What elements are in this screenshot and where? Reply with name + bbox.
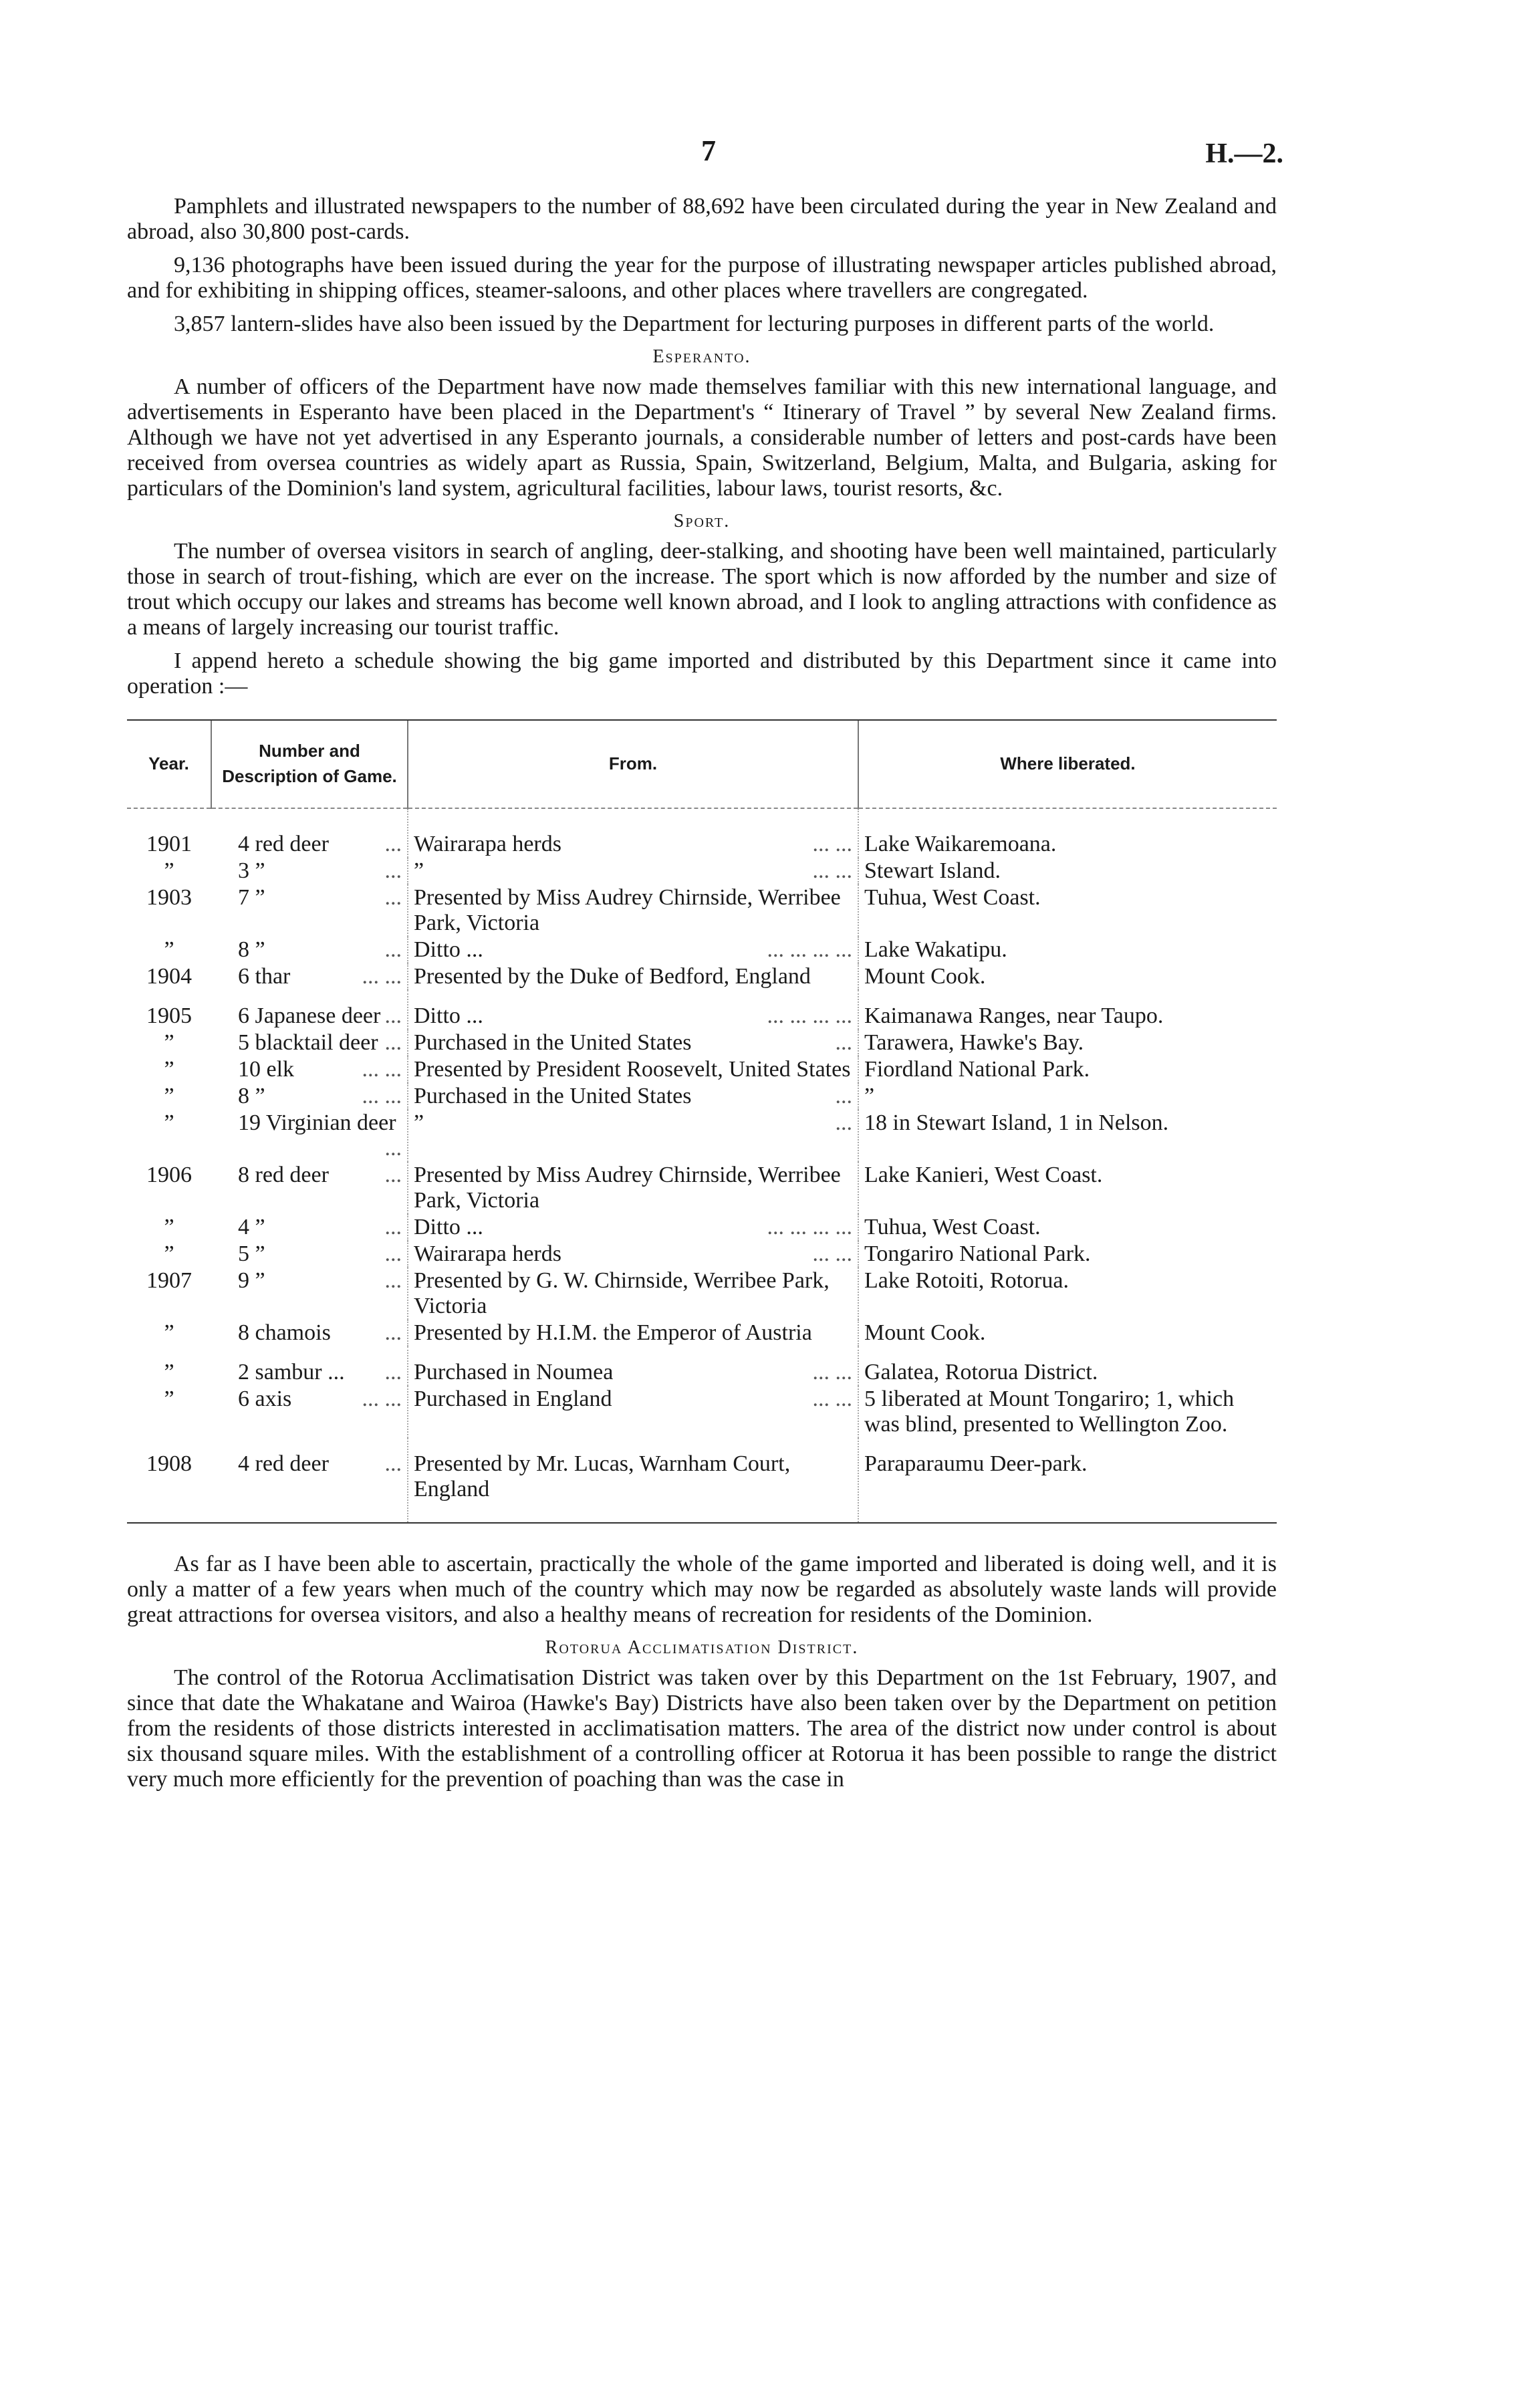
leader-dots: ... ... xyxy=(362,964,402,989)
cell-from xyxy=(408,1241,858,1268)
cell-from xyxy=(408,1386,858,1438)
leader-dots: ... ... xyxy=(812,858,852,883)
leader-dots: ... ... xyxy=(362,1387,402,1411)
from-text: Presented by Mr. Lucas, Warnham Court, England xyxy=(414,1451,791,1501)
cell-where-liberated: 18 in Stewart Island, 1 in Nelson. xyxy=(858,1110,1277,1162)
table-row xyxy=(127,1214,1277,1241)
cell-from xyxy=(408,937,858,963)
cell-where-liberated: Lake Waikaremoana. xyxy=(858,808,1277,858)
cell-year: ” xyxy=(164,1110,174,1135)
game-text: 8 ” xyxy=(238,937,265,962)
game-text: 10 elk xyxy=(238,1057,295,1082)
cell-where-liberated: Tarawera, Hawke's Bay. xyxy=(858,1030,1277,1056)
table-row xyxy=(127,1241,1277,1268)
cell-year: 1906 xyxy=(146,1163,192,1187)
cell-year: ” xyxy=(164,1084,174,1108)
cell-game xyxy=(211,990,408,1030)
table-row xyxy=(127,963,1277,990)
table-row xyxy=(127,1056,1277,1083)
cell-year: ” xyxy=(164,1387,174,1411)
game-text: 6 axis xyxy=(238,1387,292,1411)
table-row xyxy=(127,1268,1277,1320)
game-text: 8 red deer xyxy=(238,1163,329,1187)
from-text: Presented by the Duke of Bedford, England xyxy=(414,964,811,989)
game-text: 8 ” xyxy=(238,1084,265,1108)
cell-game xyxy=(211,1386,408,1438)
header-from: From. xyxy=(408,720,858,808)
cell-year: ” xyxy=(164,1360,174,1384)
cell-game xyxy=(211,1083,408,1110)
cell-year: ” xyxy=(164,1241,174,1266)
leader-dots: ... xyxy=(384,1136,402,1161)
leader-dots: ... xyxy=(384,1003,402,1028)
cell-where-liberated: Stewart Island. xyxy=(858,858,1277,884)
leader-dots: ... xyxy=(384,1030,402,1055)
leader-dots: ... xyxy=(835,1030,852,1055)
table-row xyxy=(127,1386,1277,1438)
leader-dots: ... xyxy=(835,1110,852,1135)
paragraph-lantern-slides: 3,857 lantern-slides have also been issued by the Department for lecturing purposes in different parts of the world. xyxy=(174,312,1215,336)
cell-year: 1908 xyxy=(146,1451,192,1476)
from-text: Purchased in England xyxy=(414,1387,612,1411)
table-row xyxy=(127,1083,1277,1110)
game-text: 6 Japanese deer xyxy=(238,1003,381,1028)
cell-game xyxy=(211,1241,408,1268)
from-text: Presented by H.I.M. the Emperor of Austria xyxy=(414,1320,812,1345)
header-number-description: Number and Description of Game. xyxy=(211,720,408,808)
leader-dots: ... xyxy=(384,1268,402,1293)
table-row xyxy=(127,937,1277,963)
leader-dots: ... xyxy=(384,832,402,856)
cell-year: ” xyxy=(164,858,174,883)
leader-dots: ... ... ... ... xyxy=(767,1215,852,1239)
cell-game xyxy=(211,1056,408,1083)
leader-dots: ... ... xyxy=(362,1057,402,1082)
leader-dots: ... ... ... ... xyxy=(767,1003,852,1028)
header-year: Year. xyxy=(127,720,211,808)
cell-game xyxy=(211,1268,408,1320)
cell-where-liberated: Tongariro National Park. xyxy=(858,1241,1277,1268)
document-reference: H.—2. xyxy=(1205,138,1283,169)
paragraph-schedule-intro: I append hereto a schedule showing the big game imported and distributed by this Department since it came into operation :— xyxy=(127,648,1277,699)
leader-dots: ... xyxy=(384,1320,402,1345)
cell-from xyxy=(408,990,858,1030)
from-text: Purchased in Noumea xyxy=(414,1360,614,1384)
leader-dots: ... xyxy=(384,1215,402,1239)
cell-game xyxy=(211,1110,408,1162)
cell-from xyxy=(408,808,858,858)
from-text: Presented by President Roosevelt, United States xyxy=(414,1057,851,1082)
from-text: ” xyxy=(414,858,424,883)
cell-year: 1904 xyxy=(146,964,192,989)
game-text: 2 sambur ... xyxy=(238,1360,345,1384)
cell-from xyxy=(408,1214,858,1241)
cell-from xyxy=(408,963,858,990)
paragraph-esperanto: A number of officers of the Department have now made themselves familiar with this new international language, and advertisements in Esperanto have been placed in the Department's “ Itinerary of Travel ” by several New Zealand firms. Although we have not yet advertised in any Esperanto journals, a considerable number of letters and post-cards have been received from oversea countries as widely apart as Russia, Spain, Switzerland, Belgium, Malta, and Bulgaria, asking for particulars of the Dominion's land system, agricultural facilities, labour laws, tourist resorts, &c. xyxy=(127,374,1277,501)
from-text: Wairarapa herds xyxy=(414,832,561,856)
from-text: Wairarapa herds xyxy=(414,1241,561,1266)
cell-from xyxy=(408,1110,858,1162)
table-body xyxy=(127,808,1277,1523)
cell-where-liberated: Tuhua, West Coast. xyxy=(858,1214,1277,1241)
cell-from xyxy=(408,884,858,937)
table-row xyxy=(127,1110,1277,1162)
cell-where-liberated: Mount Cook. xyxy=(858,1320,1277,1346)
cell-from xyxy=(408,1320,858,1346)
leader-dots: ... xyxy=(384,1163,402,1187)
table-header-row xyxy=(127,720,1277,808)
leader-dots: ... xyxy=(384,937,402,962)
leader-dots: ... xyxy=(384,858,402,883)
leader-dots: ... xyxy=(384,1360,402,1384)
cell-year: ” xyxy=(164,1320,174,1345)
cell-where-liberated: Lake Wakatipu. xyxy=(858,937,1277,963)
cell-game xyxy=(211,1346,408,1386)
leader-dots: ... ... xyxy=(812,1241,852,1266)
from-text: Ditto ... xyxy=(414,1003,483,1028)
cell-from xyxy=(408,1346,858,1386)
cell-year: 1905 xyxy=(146,1003,192,1028)
from-text: Purchased in the United States xyxy=(414,1030,692,1055)
leader-dots: ... ... xyxy=(362,1084,402,1108)
game-text: 8 chamois xyxy=(238,1320,331,1345)
page-number: 7 xyxy=(701,134,716,167)
from-text: Ditto ... xyxy=(414,937,483,962)
cell-game xyxy=(211,963,408,990)
leader-dots: ... xyxy=(384,1451,402,1476)
cell-year: ” xyxy=(164,1215,174,1239)
cell-where-liberated: ” xyxy=(858,1083,1277,1110)
cell-year: ” xyxy=(164,937,174,962)
document-page xyxy=(127,134,1283,1800)
paragraph-pamphlets: Pamphlets and illustrated newspapers to the number of 88,692 have been circulated during the year in New Zealand and abroad, also 30,800 post-cards. xyxy=(127,194,1277,244)
cell-where-liberated: Mount Cook. xyxy=(858,963,1277,990)
header-where-liberated: Where liberated. xyxy=(858,720,1277,808)
cell-from xyxy=(408,858,858,884)
game-text: 4 ” xyxy=(238,1215,265,1239)
game-text: 4 red deer xyxy=(238,832,329,856)
cell-year: ” xyxy=(164,1030,174,1055)
game-text: 5 blacktail deer xyxy=(238,1030,378,1055)
game-text: 19 Virginian deer xyxy=(238,1110,396,1135)
cell-year: 1907 xyxy=(146,1268,192,1293)
table-row xyxy=(127,1320,1277,1346)
leader-dots: ... ... ... ... xyxy=(767,937,852,962)
cell-where-liberated: Kaimanawa Ranges, near Taupo. xyxy=(858,990,1277,1030)
cell-year: 1901 xyxy=(146,832,192,856)
from-text: Presented by G. W. Chirnside, Werribee Park, Victoria xyxy=(414,1268,830,1318)
cell-game xyxy=(211,858,408,884)
cell-year: ” xyxy=(164,1057,174,1082)
cell-game xyxy=(211,1214,408,1241)
game-text: 7 ” xyxy=(238,885,265,910)
from-text: ” xyxy=(414,1110,424,1135)
cell-game xyxy=(211,808,408,858)
table-row xyxy=(127,1030,1277,1056)
paragraph-rotorua: The control of the Rotorua Acclimatisation District was taken over by this Department on the 1st February, 1907, and since that date the Whakatane and Wairoa (Hawke's Bay) Districts have also been taken over by the Department on petition from the residents of those districts interested in acclimatisation matters. The area of the district now under control is about six thousand square miles. With the establishment of a controlling officer at Rotorua it has been possible to range the district very much more efficiently for the prevention of poaching than was the case in xyxy=(127,1665,1277,1792)
leader-dots: ... xyxy=(384,885,402,910)
cell-from xyxy=(408,1268,858,1320)
cell-game xyxy=(211,937,408,963)
cell-game xyxy=(211,884,408,937)
leader-dots: ... ... xyxy=(812,832,852,856)
from-text: Presented by Miss Audrey Chirnside, Werribee Park, Victoria xyxy=(414,1163,841,1213)
cell-from xyxy=(408,1083,858,1110)
from-text: Presented by Miss Audrey Chirnside, Werribee Park, Victoria xyxy=(414,885,841,935)
cell-from xyxy=(408,1030,858,1056)
leader-dots: ... xyxy=(384,1241,402,1266)
game-text: 4 red deer xyxy=(238,1451,329,1476)
game-text: 5 ” xyxy=(238,1241,265,1266)
leader-dots: ... ... xyxy=(812,1360,852,1384)
table-row xyxy=(127,858,1277,884)
game-text: 9 ” xyxy=(238,1268,265,1293)
page-header xyxy=(127,134,1283,194)
leader-dots: ... xyxy=(835,1084,852,1108)
rotorua-heading: Rotorua Acclimatisation District. xyxy=(545,1637,859,1658)
table-bottom-rule xyxy=(127,1523,1277,1525)
sport-heading: Sport. xyxy=(673,511,731,531)
cell-where-liberated: Lake Kanieri, West Coast. xyxy=(858,1162,1277,1214)
cell-game xyxy=(211,1030,408,1056)
table-row xyxy=(127,990,1277,1030)
paragraph-photographs: 9,136 photographs have been issued during the year for the purpose of illustrating newspaper articles published abroad, and for exhibiting in shipping offices, steamer-saloons, and other places where travellers are congregated. xyxy=(127,253,1277,303)
cell-from xyxy=(408,1438,858,1523)
game-text: 6 thar xyxy=(238,964,291,989)
table-row xyxy=(127,884,1277,937)
esperanto-heading: Esperanto. xyxy=(652,346,751,367)
cell-where-liberated: Tuhua, West Coast. xyxy=(858,884,1277,937)
table-row xyxy=(127,808,1277,858)
cell-where-liberated: Fiordland National Park. xyxy=(858,1056,1277,1083)
cell-where-liberated: Galatea, Rotorua District. xyxy=(858,1346,1277,1386)
game-text: 3 ” xyxy=(238,858,265,883)
big-game-table xyxy=(127,719,1277,1525)
cell-from xyxy=(408,1162,858,1214)
cell-where-liberated: 5 liberated at Mount Tongariro; 1, which was blind, presented to Wellington Zoo. xyxy=(858,1386,1277,1438)
cell-from xyxy=(408,1056,858,1083)
cell-year: 1903 xyxy=(146,885,192,910)
table-row xyxy=(127,1438,1277,1523)
table-row xyxy=(127,1346,1277,1386)
table-row xyxy=(127,1162,1277,1214)
from-text: Purchased in the United States xyxy=(414,1084,692,1108)
cell-where-liberated: Lake Rotoiti, Rotorua. xyxy=(858,1268,1277,1320)
cell-where-liberated: Paraparaumu Deer-park. xyxy=(858,1438,1277,1523)
cell-game xyxy=(211,1438,408,1523)
from-text: Ditto ... xyxy=(414,1215,483,1239)
paragraph-sport: The number of oversea visitors in search of angling, deer-stalking, and shooting have been well maintained, particularly those in search of trout-fishing, which are ever on the increase. The sport which is now afforded by the number and size of trout which occupy our lakes and streams has become well known abroad, and I look to angling attractions with confidence as a means of largely increasing our tourist traffic. xyxy=(127,539,1277,640)
leader-dots: ... ... xyxy=(812,1387,852,1411)
cell-game xyxy=(211,1320,408,1346)
cell-game xyxy=(211,1162,408,1214)
paragraph-game-status: As far as I have been able to ascertain, practically the whole of the game imported and liberated is doing well, and it is only a matter of a few years when much of the country which may now be regarded as absolutely waste lands will provide great attractions for oversea visitors, and also a healthy means of recreation for residents of the Dominion. xyxy=(127,1552,1277,1627)
